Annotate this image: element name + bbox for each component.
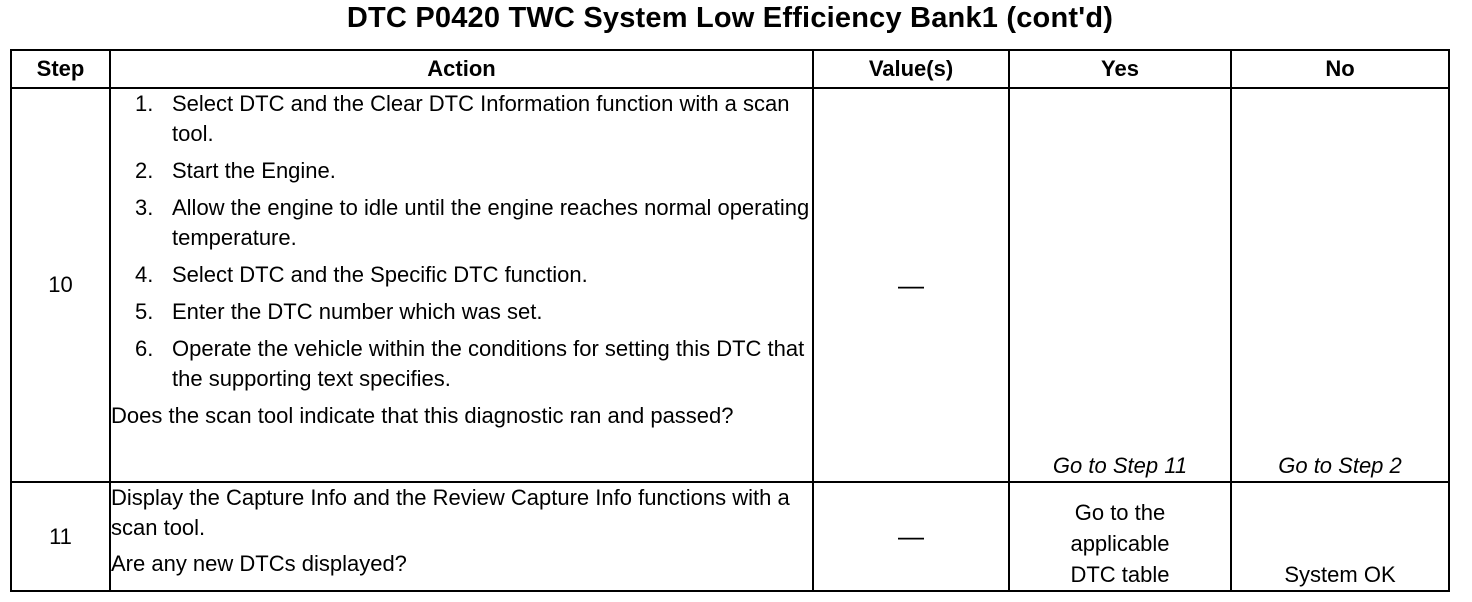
no-result: System OK: [1231, 482, 1449, 591]
table-row: [11, 88, 1449, 482]
value-cell: —: [813, 88, 1009, 482]
action-steps-list: [111, 89, 812, 394]
table-row: [11, 482, 1449, 591]
table-header-row: [11, 50, 1449, 88]
list-item: 1. Select DTC and the Clear DTC Information function with a scan tool.: [135, 91, 790, 146]
yes-result: [1009, 482, 1231, 591]
action-text: Display the Capture Info and the Review Capture Info functions with a scan tool.: [111, 485, 790, 540]
list-item: 5. Enter the DTC number which was set.: [135, 299, 543, 324]
step-number: 11: [11, 482, 110, 591]
no-result: Go to Step 2: [1231, 88, 1449, 482]
header-yes: Yes: [1009, 50, 1231, 88]
list-item: 3. Allow the engine to idle until the engine reaches normal operating temperature.: [135, 195, 810, 250]
step-number: 10: [11, 88, 110, 482]
action-cell: [110, 88, 813, 482]
list-item: 4. Select DTC and the Specific DTC function.: [135, 262, 588, 287]
action-question: Does the scan tool indicate that this diagnostic ran and passed?: [111, 403, 734, 428]
action-cell: [110, 482, 813, 591]
header-step: Step: [11, 50, 110, 88]
page-title: DTC P0420 TWC System Low Efficiency Bank1 (cont'd): [346, 2, 1114, 34]
diagnostic-table: [10, 49, 1450, 592]
list-item: 2. Start the Engine.: [135, 158, 336, 183]
yes-result: Go to Step 11: [1009, 88, 1231, 482]
yes-result-text: Go to the applicable DTC table: [1070, 500, 1170, 587]
list-item: 6. Operate the vehicle within the conditions for setting this DTC that the supporting text specifies.: [135, 336, 805, 391]
header-value: Value(s): [813, 50, 1009, 88]
value-cell: —: [813, 482, 1009, 591]
header-no: No: [1231, 50, 1449, 88]
action-question: Are any new DTCs displayed?: [111, 551, 407, 576]
header-action: Action: [110, 50, 813, 88]
